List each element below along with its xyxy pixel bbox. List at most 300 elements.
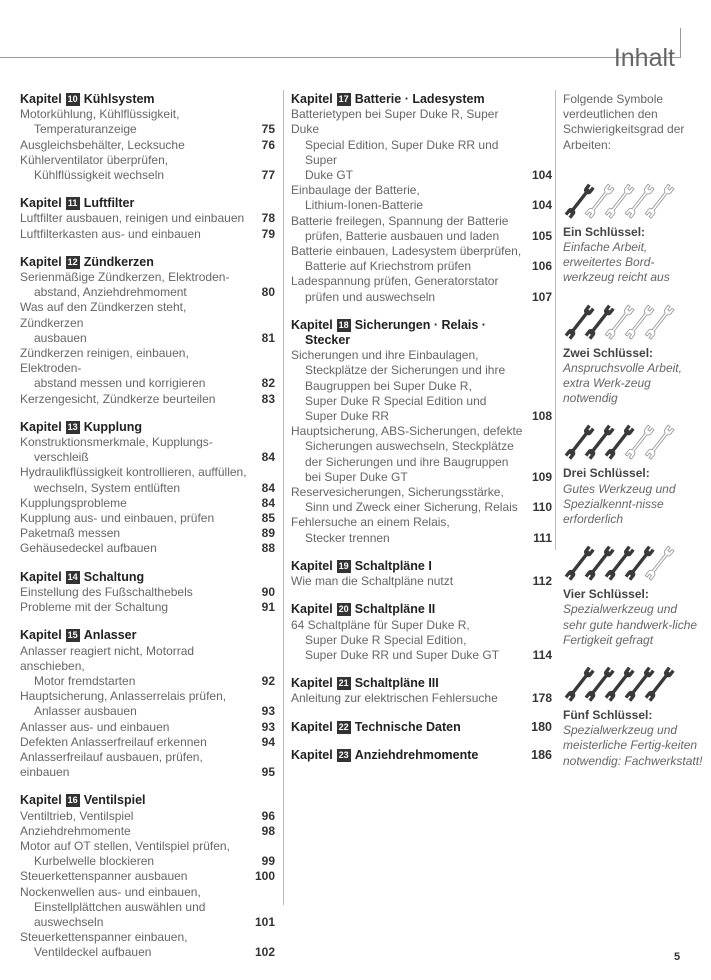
page-ref: 106 (531, 259, 552, 274)
wrench-rating (563, 183, 703, 223)
page-number: 5 (674, 951, 681, 963)
entry-text (20, 809, 133, 824)
page-ref: 88 (261, 541, 275, 556)
page-ref: 104 (531, 168, 552, 183)
entry-text (20, 585, 193, 600)
entry-text (291, 691, 498, 706)
entry-text (291, 214, 508, 244)
entry-line: Temperaturanzeige (34, 122, 137, 137)
chapter-heading[interactable] (291, 748, 552, 763)
entry-line: Batterie freilegen, Spannung der Batterie (291, 213, 509, 228)
entry-line: Luftfilter ausbauen, reinigen und einbauen (20, 211, 245, 226)
toc-entry[interactable] (20, 496, 275, 511)
wrench-filled-icon (565, 667, 594, 701)
toc-entry[interactable] (20, 839, 275, 869)
toc-entry[interactable] (20, 511, 275, 526)
page-ref: 102 (254, 945, 275, 960)
level-title: Vier Schlüssel: (563, 587, 649, 602)
column-divider (555, 90, 556, 550)
wrench-rating (563, 424, 703, 464)
entry-line: Ladespannung prüfen, Generatorstator (291, 274, 499, 289)
entry-line: Defekten Anlasserfreilauf erkennen (20, 734, 207, 749)
wrench-filled-icon (605, 667, 634, 701)
entry-line: wechseln, System entlüften (34, 480, 181, 495)
entry-line: Luftfilterkasten aus- und einbauen (20, 226, 201, 241)
entry-text (20, 526, 120, 541)
chapter-title: Schaltung (83, 569, 145, 584)
entry-text (20, 644, 249, 690)
entry-line: Stecker trennen (305, 530, 390, 545)
wrench-rating (563, 304, 703, 344)
entry-line: Batterie einbauen, Ladesystem überprüfen, (291, 244, 522, 259)
toc-chapter (291, 676, 552, 706)
entry-line: Steuerkettenspanner ausbauen (20, 869, 188, 884)
entry-text (20, 153, 168, 183)
page-ref: 77 (261, 168, 275, 183)
page-ref: 89 (261, 526, 275, 541)
toc-entry[interactable] (291, 618, 552, 664)
entry-text (20, 930, 187, 960)
entry-line: Anlasser reagiert nicht, Motorrad anschieben, (20, 643, 195, 673)
chapter-title: Anziehdrehmomente (354, 747, 479, 762)
toc-entry[interactable] (291, 274, 552, 304)
chapter-heading[interactable] (20, 420, 275, 435)
page-ref: 94 (261, 734, 275, 749)
entry-text (20, 869, 187, 884)
page-ref: 84 (261, 480, 275, 495)
toc-chapter (20, 196, 275, 242)
toc-entry[interactable] (20, 392, 275, 407)
toc-chapter (291, 602, 552, 663)
entry-line: Wie man die Schaltpläne nutzt (291, 574, 454, 589)
toc-entry[interactable] (20, 435, 275, 465)
page-ref: 80 (261, 285, 275, 300)
toc-chapter (20, 628, 275, 780)
entry-line: Steckplätze der Sicherungen und ihre (305, 363, 506, 378)
wrench-filled-icon (625, 667, 654, 701)
entry-line: Kupplungsprobleme (20, 495, 127, 510)
chapter-heading[interactable] (20, 628, 275, 643)
level-description: Einfache Arbeit, erweitertes Bord-werkzeug reicht aus (563, 240, 670, 285)
entry-text (20, 227, 201, 242)
wrench-filled-icon (565, 305, 594, 339)
chapter-label: Kapitel (291, 719, 333, 734)
toc-entry[interactable] (20, 585, 275, 600)
page-ref: 109 (531, 469, 552, 484)
entry-text (291, 574, 453, 589)
chapter-heading[interactable] (291, 318, 552, 348)
page-ref: 180 (531, 719, 552, 734)
page-ref: 93 (261, 704, 275, 719)
page-ref: 105 (531, 228, 552, 243)
toc-entry[interactable] (291, 574, 552, 589)
entry-line: abstand, Anziehdrehmoment (34, 285, 187, 300)
chapter-label: Kapitel (20, 196, 62, 211)
wrench-outline-icon (605, 305, 634, 339)
toc-entry[interactable] (20, 465, 275, 495)
chapter-heading[interactable] (291, 602, 552, 617)
chapter-title-wrap (20, 570, 144, 585)
entry-text (291, 183, 423, 213)
chapter-label: Kapitel (291, 558, 333, 573)
chapter-title-wrap (20, 255, 154, 270)
entry-line: Super Duke R Special Edition und (305, 393, 487, 408)
toc-entry[interactable] (20, 138, 275, 153)
page-ref: 186 (531, 747, 552, 762)
chapter-title: Kühlsystem (83, 92, 155, 106)
entry-line: Anleitung zur elektrischen Fehlersuche (291, 691, 498, 706)
chapter-number-badge: 12 (67, 256, 78, 267)
toc-entry[interactable] (20, 689, 275, 719)
chapter-title-continued: Stecker (305, 333, 351, 348)
entry-text (20, 689, 226, 719)
entry-line: Sicherungen auswechseln, Steckplätze (305, 439, 514, 454)
entry-line: Super Duke RR und Super Duke GT (305, 647, 500, 662)
entry-line: Super Duke RR (305, 409, 390, 424)
toc-entry[interactable] (20, 644, 275, 690)
entry-text (291, 244, 521, 274)
entry-line: abstand messen und korrigieren (34, 376, 206, 391)
entry-text (20, 465, 247, 495)
wrench-filled-icon (585, 546, 614, 580)
entry-line: Kühlflüssigkeit wechseln (34, 168, 165, 183)
entry-line: Paketmaß messen (20, 526, 121, 541)
wrench-filled-icon (565, 546, 594, 580)
chapter-number-badge: 21 (338, 678, 349, 689)
legend-intro: Folgende Symbole verdeutlichen den Schwierigkeitsgrad der Arbeiten: (563, 92, 685, 152)
level-title: Zwei Schlüssel: (563, 345, 654, 360)
entry-line: Special Edition, Super Duke RR und Super (305, 137, 499, 167)
toc-chapter (20, 255, 275, 407)
toc-entry[interactable] (20, 107, 275, 137)
difficulty-level (563, 545, 703, 648)
page-ref: 104 (531, 198, 552, 213)
page-ref: 78 (261, 211, 275, 226)
entry-line: Sinn und Zweck einer Sicherung, Relais (305, 500, 518, 515)
chapter-number-badge: 16 (67, 795, 78, 806)
toc-entry[interactable] (291, 348, 552, 424)
chapter-title: Technische Daten (354, 719, 461, 734)
entry-line: Probleme mit der Schaltung (20, 600, 169, 615)
entry-line: 64 Schaltpläne für Super Duke R, (291, 617, 470, 632)
chapter-label: Kapitel (20, 254, 62, 269)
page-ref: 75 (261, 122, 275, 137)
chapter-title: Luftfilter (83, 196, 135, 211)
entry-text (291, 107, 526, 183)
chapter-number-badge: 17 (338, 94, 349, 104)
wrench-rating (563, 545, 703, 585)
wrench-filled-icon (625, 546, 654, 580)
chapter-heading[interactable] (20, 255, 275, 270)
entry-text (20, 107, 179, 137)
page-ref: 112 (532, 574, 552, 589)
entry-text (20, 392, 215, 407)
level-description: Spezialwerkzeug und sehr gute handwerk-liche Fertigkeit gefragt (563, 602, 698, 647)
toc-column-left (20, 92, 275, 974)
entry-text (20, 496, 127, 511)
toc-entry[interactable] (20, 270, 275, 300)
toc-entry[interactable] (291, 691, 552, 706)
page-ref: 95 (261, 765, 275, 780)
chapter-label: Kapitel (20, 92, 62, 106)
toc-entry[interactable] (20, 211, 275, 226)
chapter-title-wrap (291, 318, 486, 348)
chapter-heading[interactable] (291, 720, 552, 735)
entry-line: Motor fremdstarten (34, 673, 136, 688)
entry-line: Steuerkettenspanner einbauen, (20, 930, 188, 945)
toc-entry[interactable] (291, 424, 552, 485)
header-divider (680, 28, 681, 58)
toc-chapter (20, 793, 275, 960)
chapter-heading[interactable] (291, 559, 552, 574)
wrench-filled-icon (645, 667, 674, 701)
page-ref: 178 (531, 691, 552, 706)
chapter-heading[interactable] (20, 570, 275, 585)
toc-chapter (20, 420, 275, 557)
chapter-label: Kapitel (20, 569, 62, 584)
page-ref: 84 (261, 495, 275, 510)
wrench-filled-icon (585, 667, 614, 701)
toc-entry[interactable] (20, 735, 275, 750)
wrench-outline-icon (625, 426, 654, 460)
header-rule (0, 57, 681, 58)
page-ref: 98 (261, 823, 275, 838)
entry-text (20, 735, 207, 750)
chapter-title-wrap (291, 720, 461, 735)
entry-text (20, 270, 229, 300)
toc-entry[interactable] (291, 515, 552, 545)
chapter-label: Kapitel (291, 92, 333, 106)
entry-line: Gehäusedeckel aufbauen (20, 541, 157, 556)
entry-text (20, 750, 249, 780)
entry-line: Anlasserfreilauf ausbauen, prüfen, einbauen (20, 749, 203, 780)
entry-line: Anlasser ausbauen (34, 704, 137, 719)
chapter-label: Kapitel (291, 747, 333, 762)
toc-entry[interactable] (20, 869, 275, 884)
entry-text (291, 424, 522, 485)
entry-line: Einstellplättchen auswählen und (34, 899, 206, 914)
chapter-label: Kapitel (20, 628, 62, 643)
entry-line: verschleiß (34, 450, 89, 465)
entry-text (20, 211, 244, 226)
entry-line: Hauptsicherung, ABS-Sicherungen, defekte (291, 424, 523, 439)
entry-line: Kerzengesicht, Zündkerze beurteilen (20, 391, 216, 406)
chapter-title-wrap (20, 196, 134, 211)
entry-line: Zündkerzen reinigen, einbauen, Elektroden- (20, 346, 189, 376)
toc-entry[interactable] (291, 183, 552, 213)
entry-text (20, 885, 205, 931)
entry-line: prüfen und auswechseln (305, 289, 436, 304)
entry-line: Duke GT (305, 168, 354, 183)
level-title: Fünf Schlüssel: (563, 708, 653, 723)
chapter-heading[interactable] (20, 793, 275, 808)
chapter-label: Kapitel (20, 419, 62, 434)
page-ref: 76 (261, 137, 275, 152)
chapter-title: Kupplung (83, 419, 143, 434)
wrench-rating (563, 666, 703, 706)
entry-text (291, 485, 518, 515)
toc-entry[interactable] (20, 885, 275, 931)
toc-chapter (291, 748, 552, 763)
entry-line: auswechseln (34, 914, 104, 929)
toc-entry[interactable] (291, 244, 552, 274)
chapter-heading[interactable] (20, 196, 275, 211)
chapter-title: Schaltpläne II (354, 602, 436, 617)
page-ref: 83 (261, 391, 275, 406)
chapter-title: Ventilspiel (83, 793, 146, 808)
chapter-heading[interactable] (20, 92, 275, 107)
page-title: Inhalt (613, 43, 675, 72)
toc-entry[interactable] (20, 541, 275, 556)
wrench-filled-icon (605, 546, 634, 580)
chapter-label: Kapitel (291, 317, 333, 332)
toc-entry[interactable] (20, 750, 275, 780)
wrench-outline-icon (645, 305, 674, 339)
entry-line: Hauptsicherung, Anlasserrelais prüfen, (20, 689, 227, 704)
chapter-number-badge: 23 (338, 749, 349, 760)
entry-line: Fehlersuche an einem Relais, (291, 515, 450, 530)
chapter-number-badge: 18 (338, 319, 349, 330)
level-title: Ein Schlüssel: (563, 224, 646, 239)
toc-entry[interactable] (20, 720, 275, 735)
level-description: Anspruchsvolle Arbeit, extra Werk-zeug notwendig (563, 360, 682, 406)
entry-line: Batterie auf Kriechstrom prüfen (305, 259, 472, 274)
column-divider (283, 90, 284, 905)
entry-text (20, 600, 168, 615)
entry-line: bei Super Duke GT (305, 469, 408, 484)
entry-line: Reservesicherungen, Sicherungsstärke, (291, 485, 504, 500)
chapter-number-badge: 11 (66, 197, 80, 210)
chapter-label: Kapitel (20, 793, 62, 808)
difficulty-level (563, 666, 703, 769)
page-ref: 81 (261, 330, 275, 345)
chapter-title-wrap (20, 92, 155, 107)
toc-entry[interactable] (291, 485, 552, 515)
entry-line: Sicherungen und ihre Einbaulagen, (291, 348, 479, 363)
entry-line: Einstellung des Fußschalthebels (20, 584, 193, 599)
wrench-outline-icon (585, 184, 614, 218)
entry-line: Was auf den Zündkerzen steht, Zündkerzen (20, 300, 187, 330)
toc-entry[interactable] (20, 930, 275, 960)
page-ref: 79 (261, 226, 275, 241)
chapter-title-wrap (291, 559, 432, 574)
toc-entry[interactable] (20, 600, 275, 615)
entry-text (291, 348, 505, 424)
toc-chapter (291, 318, 552, 546)
wrench-outline-icon (605, 184, 634, 218)
entry-text (20, 300, 249, 346)
chapter-title: Batterie · Ladesystem (354, 92, 485, 106)
chapter-heading[interactable] (291, 676, 552, 691)
toc-entry[interactable] (20, 300, 275, 346)
toc-chapter (291, 559, 552, 589)
entry-line: Lithium-Ionen-Batterie (305, 198, 424, 213)
level-title: Drei Schlüssel: (563, 466, 650, 481)
chapter-number-badge: 19 (338, 560, 349, 571)
chapter-title-wrap (291, 92, 485, 107)
entry-line: Kupplung aus- und einbauen, prüfen (20, 511, 215, 526)
chapter-title: Anlasser (83, 628, 137, 643)
chapter-number-badge: 15 (67, 630, 78, 641)
toc-entry[interactable] (20, 346, 275, 392)
page-ref: 108 (531, 409, 552, 424)
entry-text (20, 346, 249, 392)
toc-entry[interactable] (291, 214, 552, 244)
entry-line: Baugruppen bei Super Duke R, (305, 378, 472, 393)
page-ref: 90 (261, 584, 275, 599)
toc-entry[interactable] (20, 809, 275, 824)
entry-line: Batterietypen bei Super Duke R, Super Duke (291, 107, 499, 137)
wrench-outline-icon (645, 426, 674, 460)
page-ref: 110 (532, 500, 552, 515)
toc-chapter (20, 570, 275, 616)
wrench-outline-icon (625, 305, 654, 339)
page-ref: 92 (261, 673, 275, 688)
chapter-title-wrap (20, 420, 142, 435)
toc-entry[interactable] (20, 824, 275, 839)
toc-entry[interactable] (20, 526, 275, 541)
entry-text (20, 839, 230, 869)
chapter-title: Sicherungen · Relais · (354, 317, 486, 332)
chapter-heading[interactable] (291, 92, 552, 107)
wrench-outline-icon (625, 184, 654, 218)
page-ref: 82 (261, 376, 275, 391)
chapter-number-badge: 10 (67, 94, 78, 104)
entry-line: Serienmäßige Zündkerzen, Elektroden- (20, 270, 230, 285)
entry-text (291, 515, 450, 545)
chapter-title: Schaltpläne I (354, 558, 432, 573)
difficulty-level (563, 424, 703, 527)
wrench-outline-icon (645, 546, 674, 580)
chapter-title: Schaltpläne III (354, 676, 439, 691)
chapter-title-wrap (20, 793, 146, 808)
toc-entry[interactable] (291, 107, 552, 183)
entry-text (291, 274, 498, 304)
page-ref: 91 (261, 600, 275, 615)
chapter-title-wrap (20, 628, 137, 643)
wrench-filled-icon (585, 426, 614, 460)
chapter-title-wrap (291, 602, 435, 617)
toc-chapter (20, 92, 275, 183)
entry-line: Super Duke R Special Edition, (305, 632, 467, 647)
wrench-outline-icon (645, 184, 674, 218)
wrench-filled-icon (585, 305, 614, 339)
level-description: Gutes Werkzeug und Spezialkennt-nisse erforderlich (563, 481, 676, 527)
entry-line: Anlasser aus- und einbauen (20, 719, 170, 734)
entry-text (291, 618, 499, 664)
chapter-title: Zündkerzen (83, 254, 154, 269)
level-description: Spezialwerkzeug und meisterliche Fertig-keiten notwendig: Fachwerkstatt! (563, 723, 703, 768)
entry-text (20, 435, 213, 465)
toc-chapter (291, 92, 552, 305)
wrench-filled-icon (565, 184, 594, 218)
chapter-label: Kapitel (291, 602, 333, 617)
entry-text (20, 138, 185, 153)
entry-line: der Sicherungen und ihre Baugruppen (305, 454, 509, 469)
entry-line: Motor auf OT stellen, Ventilspiel prüfen, (20, 838, 230, 853)
toc-entry[interactable] (20, 227, 275, 242)
page-ref: 84 (261, 450, 275, 465)
toc-chapter (291, 720, 552, 735)
page-ref: 99 (261, 854, 275, 869)
difficulty-level (563, 183, 703, 286)
page-ref: 101 (254, 914, 275, 929)
entry-text (20, 511, 214, 526)
chapter-number-badge: 22 (338, 721, 349, 732)
toc-entry[interactable] (20, 153, 275, 183)
chapter-number-badge: 13 (67, 421, 78, 432)
page-ref: 114 (532, 647, 552, 662)
